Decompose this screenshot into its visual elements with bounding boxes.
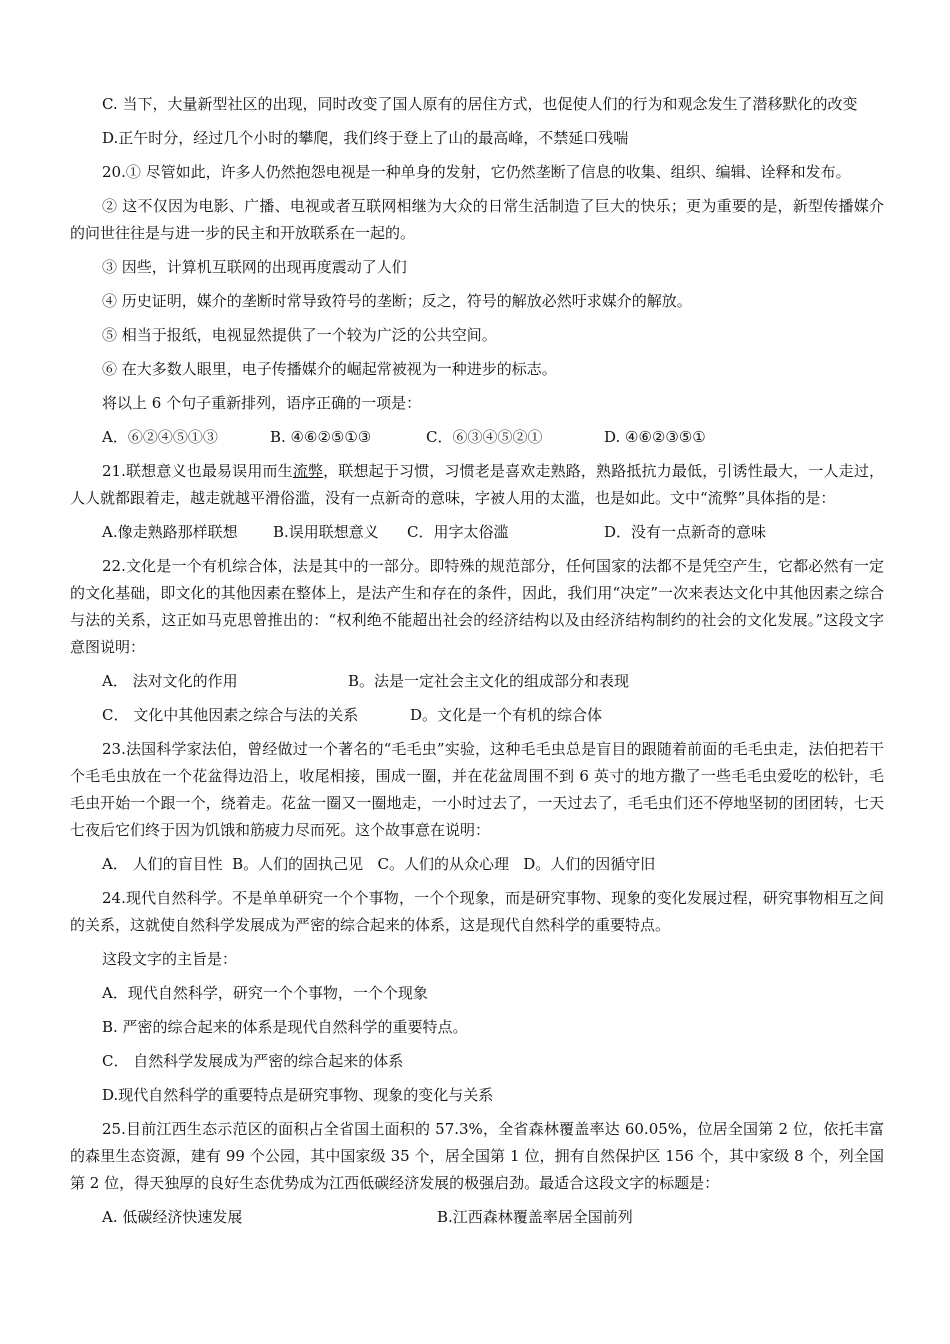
q20-option-c: C．⑥③④⑤②① [426,428,543,446]
q25-options [70,1204,884,1231]
q20-sentence-6: ⑥ 在大多数人眼里，电子传播媒介的崛起常被视为一种进步的标志。 [102,360,557,378]
q21-text [70,458,884,512]
q24-option-d: D.现代自然科学的重要特点是研究事物、现象的变化与关系 [102,1086,494,1104]
q19-option-d: D.正午时分，经过几个小时的攀爬，我们终于登上了山的最高峰，不禁延口残喘 [102,129,629,147]
q21-text-after: ，联想起于习惯，习惯老是喜欢走熟路，熟路抵抗力最低，引诱性最大，一人走过，人人就都跟着走，越走就越平滑俗滥，没有一点新奇的意味，字被人用的太滥，也是如此。文中“流弊”具体指的是： [70,462,884,507]
q22-option-b: B。法是一定社会主文化的组成部分和表现 [348,672,630,690]
q22-text: 22.文化是一个有机综合体，法是其中的一部分。即特殊的规范部分，任何国家的法都不是凭空产生，它都必然有一定的文化基础，即文化的其他因素在整体上，是法产生和存在的条件，因此，我们用“决定”一次来表达文化中其他因素之综合与法的关系，这正如马克思曾推出的：“权利绝不能超出社会的经济结构以及由经济结构制约的社会的文化发展。”这段文字意图说明： [70,557,884,656]
q24-text: 24.现代自然科学。不是单单研究一个个事物，一个个现象，而是研究事物、现象的变化发展过程，研究事物相互之间的关系，这就使自然科学发展成为严密的综合起来的体系，这是现代自然科学的重要特点。 [70,889,884,934]
q21-options [70,519,884,546]
q24-option-b: B. 严密的综合起来的体系是现代自然科学的重要特点。 [102,1018,468,1036]
q24-option-a: A．现代自然科学，研究一个个事物，一个个现象 [102,984,428,1002]
q21-underlined-term: 流弊 [292,462,324,480]
q20-sentence-5: ⑤ 相当于报纸，电视显然提供了一个较为广泛的公共空间。 [102,326,497,344]
q22-option-c: C． 文化中其他因素之综合与法的关系 [102,706,359,724]
q25-option-a: A. 低碳经济快速发展 [102,1208,243,1226]
q22-option-a: A． 法对文化的作用 [102,672,238,690]
q20-stem: 将以上 6 个句子重新排列，语序正确的一项是： [102,394,422,412]
q23-text: 23.法国科学家法伯，曾经做过一个著名的“毛毛虫”实验，这种毛毛虫总是盲目的跟随着前面的毛毛虫走，法伯把若干个毛毛虫放在一个花盆得边沿上，收尾相接，围成一圈，并在花盆周围不到 6 英寸的地方撒了一些毛毛虫爱吃的松针，毛毛虫开始一个跟一个，绕着走。花盆一圈又一圈地走，一小时过去了，一天过去了，毛毛虫们还不停地坚韧的团团转，七天七夜后它们终于因为饥饿和筋疲力尽而死。这个故事意在说明： [70,740,884,839]
q21-option-c: C．用字太俗滥 [407,523,509,541]
q20-sentence-2: ② 这不仅因为电影、广播、电视或者互联网相继为大众的日常生活制造了巨大的快乐；更为重要的是，新型传播媒介的问世往往是与进一步的民主和开放联系在一起的。 [70,197,884,242]
q20-sentence-4: ④ 历史证明，媒介的垄断时常导致符号的垄断；反之，符号的解放必然吁求媒介的解放。 [102,292,692,310]
q21-option-d: D．没有一点新奇的意味 [604,523,767,541]
q22-options-row2 [70,702,884,729]
q20-sentence-3: ③ 因些，计算机互联网的出现再度震动了人们 [102,258,407,276]
q24-stem: 这段文字的主旨是： [102,950,238,968]
q22-option-d: D。文化是一个有机的综合体 [410,706,603,724]
q19-option-c: C. 当下，大量新型社区的出现，同时改变了国人原有的居住方式，也促使人们的行为和观念发生了潜移默化的改变 [102,95,858,113]
q21-text-before: 21.联想意义也最易误用而生 [102,462,293,480]
q23-options: A． 人们的盲目性 B。人们的固执己见 C。人们的从众心理 D。人们的因循守旧 [102,855,656,873]
q20-option-d: D. ④⑥②③⑤① [604,428,706,446]
q20-options [70,424,884,451]
q20-option-b: B. ④⑥②⑤①③ [270,428,372,446]
q20-sentence-1: 20.① 尽管如此，许多人仍然抱怨电视是一种单身的发射，它仍然垄断了信息的收集、组织、编辑、诠释和发布。 [102,163,851,181]
q25-text: 25.目前江西生态示范区的面积占全省国土面积的 57.3%，全省森林覆盖率达 60.05%，位居全国第 2 位，依托丰富的森里生态资源，建有 99 个公园，其中国家级 35 个，居全国第 1 位，拥有自然保护区 156 个，其中家级 8 个，列全国第 2 位，得天独厚的良好生态优势成为江西低碳经济发展的极强启劲。最适合这段文字的标题是： [70,1120,884,1192]
q21-option-b: B.误用联想意义 [273,523,379,541]
q22-options-row1 [70,668,884,695]
q20-option-a: A．⑥②④⑤①③ [102,428,218,446]
q24-option-c: C． 自然科学发展成为严密的综合起来的体系 [102,1052,404,1070]
q21-option-a: A.像走熟路那样联想 [102,523,238,541]
q25-option-b: B.江西森林覆盖率居全国前列 [437,1208,633,1226]
